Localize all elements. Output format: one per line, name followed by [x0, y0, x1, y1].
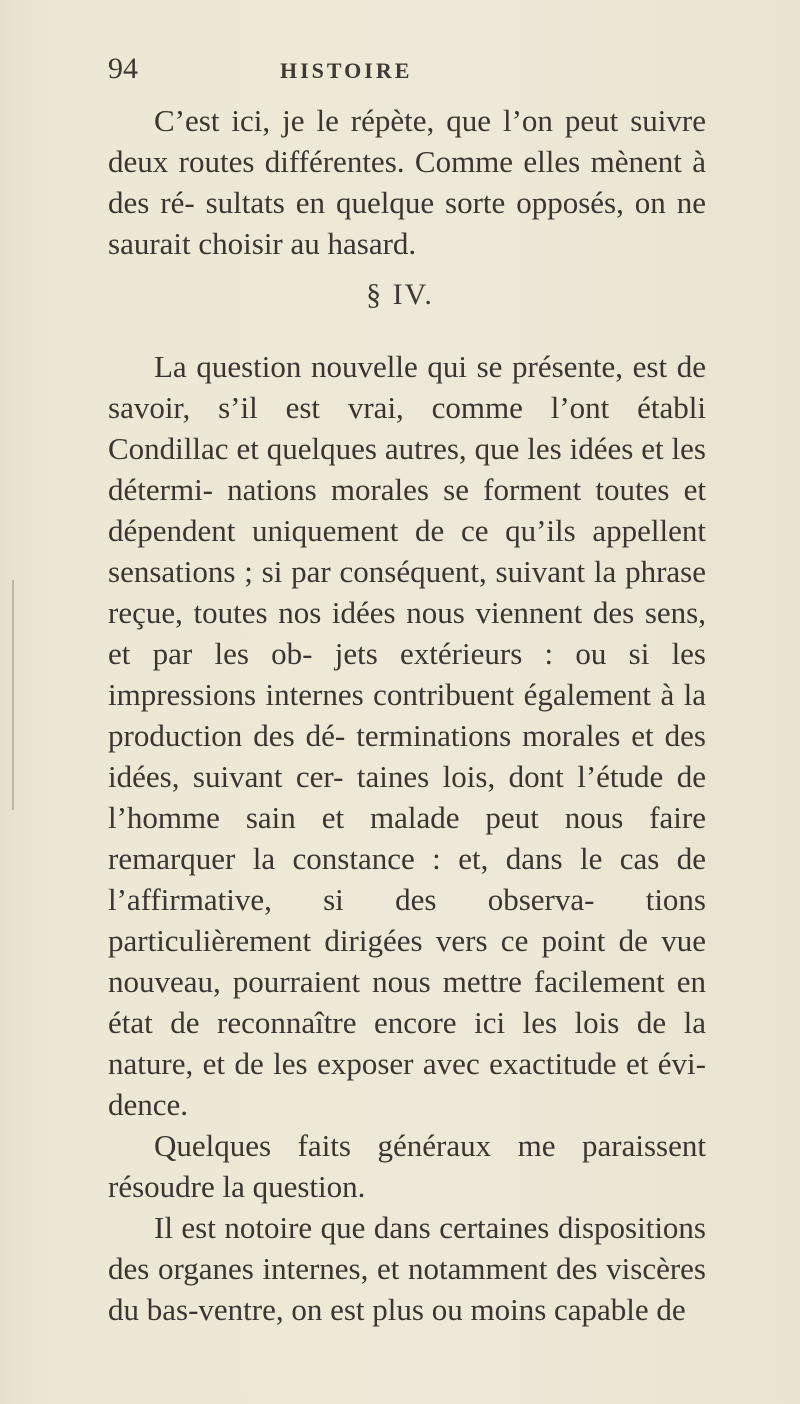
paragraph-intro: C’est ici, je le répète, que l’on peut suivre deux routes différentes. Comme elles mènent à des ré- sultats en quelque sorte opposés, on ne saurait choisir au hasard. — [108, 103, 706, 261]
section-text — [108, 346, 706, 1330]
section-heading: § IV. — [366, 278, 434, 311]
paragraph-notoriety: Il est notoire que dans certaines dispositions des organes internes, et notamment des viscères du bas-ventre, on est plus ou moins capable de — [108, 1210, 706, 1327]
page-number: 94 — [108, 52, 138, 85]
paragraph-question: La question nouvelle qui se présente, est de savoir, s’il est vrai, comme l’ont établi Condillac et quelques autres, que les idées et les détermi- nations morales se forment toutes et dépendent uniquement de ce qu’ils appellent sensations ; si par conséquent, suivant la phrase reçue, toutes nos idées nous viennent des sens, et par les ob- jets extérieurs : ou si les impressions internes contribuent également à la production des dé- terminations morales et des idées, suivant cer- taines lois, dont l’étude de l’homme sain et malade peut nous faire remarquer la constance : et, dans le cas de l’affirmative, si des observa- tions particulièrement dirigées vers ce point de vue nouveau, pourraient nous mettre facilement en état de reconnaître encore ici les lois de la nature, et de les exposer avec exactitude et évi- dence. — [108, 349, 706, 1122]
page-header — [108, 52, 708, 92]
opening-text — [108, 100, 706, 264]
paragraph-general-facts: Quelques faits généraux me paraissent résoudre la question. — [108, 1128, 706, 1204]
running-head: HISTOIRE — [280, 58, 413, 83]
margin-mark — [12, 580, 14, 810]
